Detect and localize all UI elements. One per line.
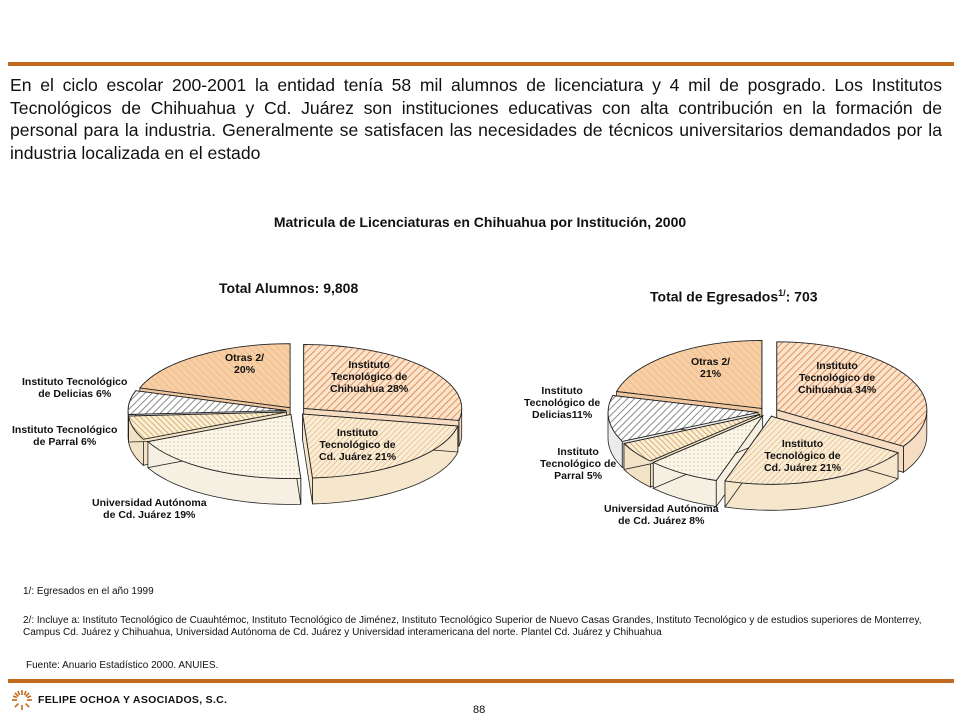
right-label-otras: Otras 2/ 21%: [691, 356, 731, 380]
left-label-delicias: Instituto Tecnológico de Delicias 6%: [22, 376, 128, 400]
right-label-uacj: Universidad Autónoma de Cd. Juárez 8%: [604, 503, 719, 527]
source-note: Fuente: Anuario Estadístico 2000. ANUIES.: [26, 660, 219, 671]
right-label-delicias: Instituto Tecnológico de Delicias11%: [524, 385, 601, 421]
right-label-juarez: Instituto Tecnológico de Cd. Juárez 21%: [764, 438, 842, 474]
bottom-rule: [8, 679, 954, 683]
footnote-1: 1/: Egresados en el año 1999: [23, 586, 154, 597]
footnote-2: 2/: Incluye a: Instituto Tecnológico de Cuauhtémoc, Instituto Tecnológico de Jiménez, Instituto Tecnológico Superior de Nuevo Casas Grandes, Instituto Tecnológico y de estudios superiores de Monterrey, Campus Cd. Juárez y Chihuahua, Universidad Autónoma de Cd. Juárez y Universidad interamericana del norte. Plantel Cd. Juárez y Chihuahua: [23, 615, 922, 638]
intro-paragraph: En el ciclo escolar 200-2001 la entidad tenía 58 mil alumnos de licenciatura y 4 mil de posgrado. Los Institutos Tecnológicos de Chihuahua y Cd. Juárez son instituciones educativas con alta contribución en la formación de personal para la industria. Generalmente se satisfacen las necesidades de técnicos universitarios demandados por la industria localizada en el estado: [10, 75, 942, 163]
page-number: 88: [473, 704, 486, 716]
footer-brand: FELIPE OCHOA Y ASOCIADOS, S.C.: [38, 694, 228, 706]
left-label-otras: Otras 2/ 20%: [225, 352, 265, 376]
right-label-parral: Instituto Tecnológico de Parral 5%: [540, 446, 617, 482]
left-label-parral: Instituto Tecnológico de Parral 6%: [12, 424, 118, 448]
right-chart-title: Total de Egresados$^{1/}$: 703: [650, 288, 818, 305]
pie-right: [608, 340, 927, 510]
left-label-uacj: Universidad Autónoma de Cd. Juárez 19%: [92, 497, 207, 521]
pie-left: [128, 344, 462, 505]
chart-title: Matricula de Licenciaturas en Chihuahua por Institución, 2000: [273, 214, 687, 230]
left-label-juarez: Instituto Tecnológico de Cd. Juárez 21%: [319, 427, 397, 463]
left-chart-title: Total Alumnos: 9,808: [219, 280, 359, 296]
company-logo-icon: [10, 688, 34, 712]
right-label-chihuahua: Instituto Tecnológico de Chihuahua 34%: [798, 360, 877, 396]
left-label-chihuahua: Instituto Tecnológico de Chihuahua 28%: [330, 359, 409, 395]
